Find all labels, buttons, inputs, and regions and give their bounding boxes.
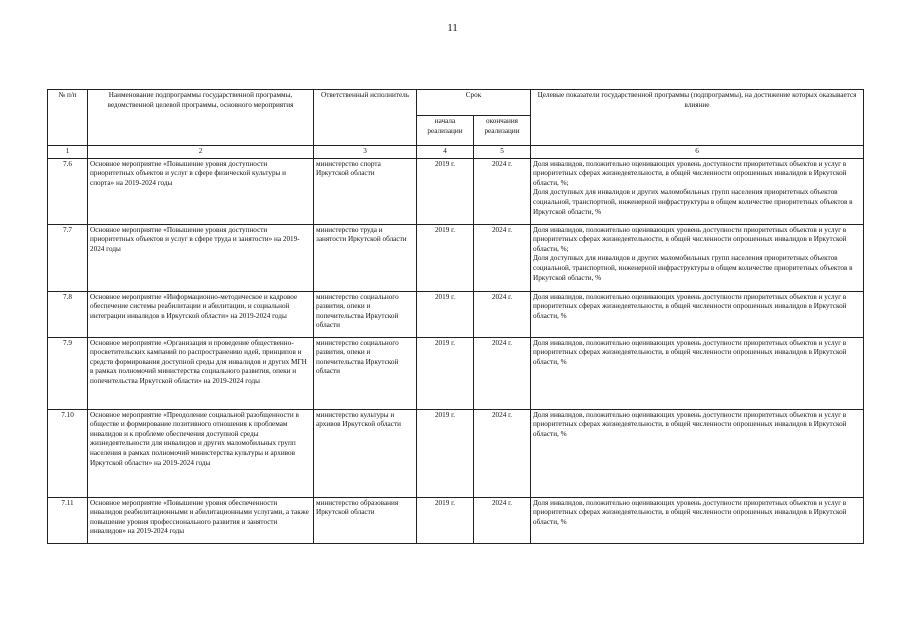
row-name: Основное мероприятие «Повышение уровня доступности приоритетных объектов и услуг в сфере труда и занятости» на 2019-2024 годы [88,224,314,291]
row-num: 7.10 [48,409,88,497]
row-targets: Доля инвалидов, положительно оценивающих уровень доступности приоритетных объектов и услуг в приоритетных сферах жизнедеятельности, в общей численности опрошенных инвалидов в Иркутской области, % [531,337,864,409]
row-responsible: министерство социального развития, опеки и попечительства Иркутской области [314,337,417,409]
row-responsible: министерство образования Иркутской области [314,497,417,543]
row-targets: Доля инвалидов, положительно оценивающих уровень доступности приоритетных объектов и услуг в приоритетных сферах жизнедеятельности, в общей численности опрошенных инвалидов в Иркутской области, % [531,409,864,497]
page-number: 11 [447,22,458,34]
header-name: Наименование подпрограммы государственной программы, ведомственной целевой программы, основного мероприятия [88,90,314,146]
header-num: № п/п [48,90,88,146]
row-targets: Доля инвалидов, положительно оценивающих уровень доступности приоритетных объектов и услуг в приоритетных сферах жизнедеятельности, в общей численности опрошенных инвалидов в Иркутской области, %; Доля доступных для инвалидов и других маломобильных групп населения приоритетных объектов социальной, транспортной, инженерной инфраструктуры в общем количестве приоритетных объектов в Иркутской области, % [531,158,864,224]
row-end: 2024 г. [474,291,531,337]
row-start: 2019 г. [417,158,474,224]
column-number: 1 [48,146,88,159]
row-responsible: министерство спорта Иркутской области [314,158,417,224]
column-number: 2 [88,146,314,159]
row-end: 2024 г. [474,409,531,497]
column-number: 5 [474,146,531,159]
row-responsible: министерство социального развития, опеки и попечительства Иркутской области [314,291,417,337]
row-num: 7.9 [48,337,88,409]
row-num: 7.11 [48,497,88,543]
row-start: 2019 г. [417,224,474,291]
row-end: 2024 г. [474,224,531,291]
table-row [48,224,864,291]
header-term: Срок [417,90,531,116]
program-table [47,89,864,544]
table-row [48,337,864,409]
row-end: 2024 г. [474,497,531,543]
row-name: Основное мероприятие «Информационно-методическое и кадровое обеспечение системы реабилитации и абилитации, и социальной интеграции инвалидов в Иркутской области» на 2019-2024 годы [88,291,314,337]
row-end: 2024 г. [474,158,531,224]
column-number: 4 [417,146,474,159]
row-name: Основное мероприятие «Преодоление социальной разобщенности в обществе и формирование позитивного отношения к проблемам инвалидов и к проблеме обеспечения доступной среды жизнедеятельности для инвалидов и других маломобильных групп населения в рамках полномочий министерства культуры и архивов Иркутской области» на 2019-2024 годы [88,409,314,497]
table-row [48,158,864,224]
header-responsible: Ответственный исполнитель [314,90,417,146]
header-targets: Целевые показатели государственной программы (подпрограммы), на достижение которых оказывается влияние [531,90,864,146]
row-targets: Доля инвалидов, положительно оценивающих уровень доступности приоритетных объектов и услуг в приоритетных сферах жизнедеятельности, в общей численности опрошенных инвалидов в Иркутской области, % [531,497,864,543]
row-name: Основное мероприятие «Организация и проведение общественно-просветительских кампаний по распространению идей, принципов и средств формирования доступной среды для инвалидов и других МГН в рамках полномочий министерства социального развития, опеки и попечительства Иркутской области» на 2019-2024 годы [88,337,314,409]
row-num: 7.7 [48,224,88,291]
row-responsible: министерство культуры и архивов Иркутской области [314,409,417,497]
row-targets: Доля инвалидов, положительно оценивающих уровень доступности приоритетных объектов и услуг в приоритетных сферах жизнедеятельности, в общей численности опрошенных инвалидов в Иркутской области, % [531,291,864,337]
row-name: Основное мероприятие «Повышение уровня доступности приоритетных объектов и услуг в сфере физической культуры и спорта» на 2019-2024 годы [88,158,314,224]
row-targets: Доля инвалидов, положительно оценивающих уровень доступности приоритетных объектов и услуг в приоритетных сферах жизнедеятельности, в общей численности опрошенных инвалидов в Иркутской области, %; Доля доступных для инвалидов и других маломобильных групп населения приоритетных объектов социальной, транспортной, инженерной инфраструктуры в общем количестве приоритетных объектов в Иркутской области, % [531,224,864,291]
row-end: 2024 г. [474,337,531,409]
header-start: начала реализации [417,116,474,146]
table-row [48,497,864,543]
row-start: 2019 г. [417,337,474,409]
column-number: 6 [531,146,864,159]
column-number: 3 [314,146,417,159]
row-num: 7.8 [48,291,88,337]
header-end: окончания реализации [474,116,531,146]
row-name: Основное мероприятие «Повышение уровня обеспеченности инвалидов реабилитационными и абилитационными услугами, а также повышение уровня профессионального развития и занятости инвалидов» на 2019-2024 годы [88,497,314,543]
row-start: 2019 г. [417,497,474,543]
table-row [48,409,864,497]
table-row [48,291,864,337]
row-start: 2019 г. [417,291,474,337]
row-responsible: министерство труда и занятости Иркутской области [314,224,417,291]
row-start: 2019 г. [417,409,474,497]
row-num: 7.6 [48,158,88,224]
